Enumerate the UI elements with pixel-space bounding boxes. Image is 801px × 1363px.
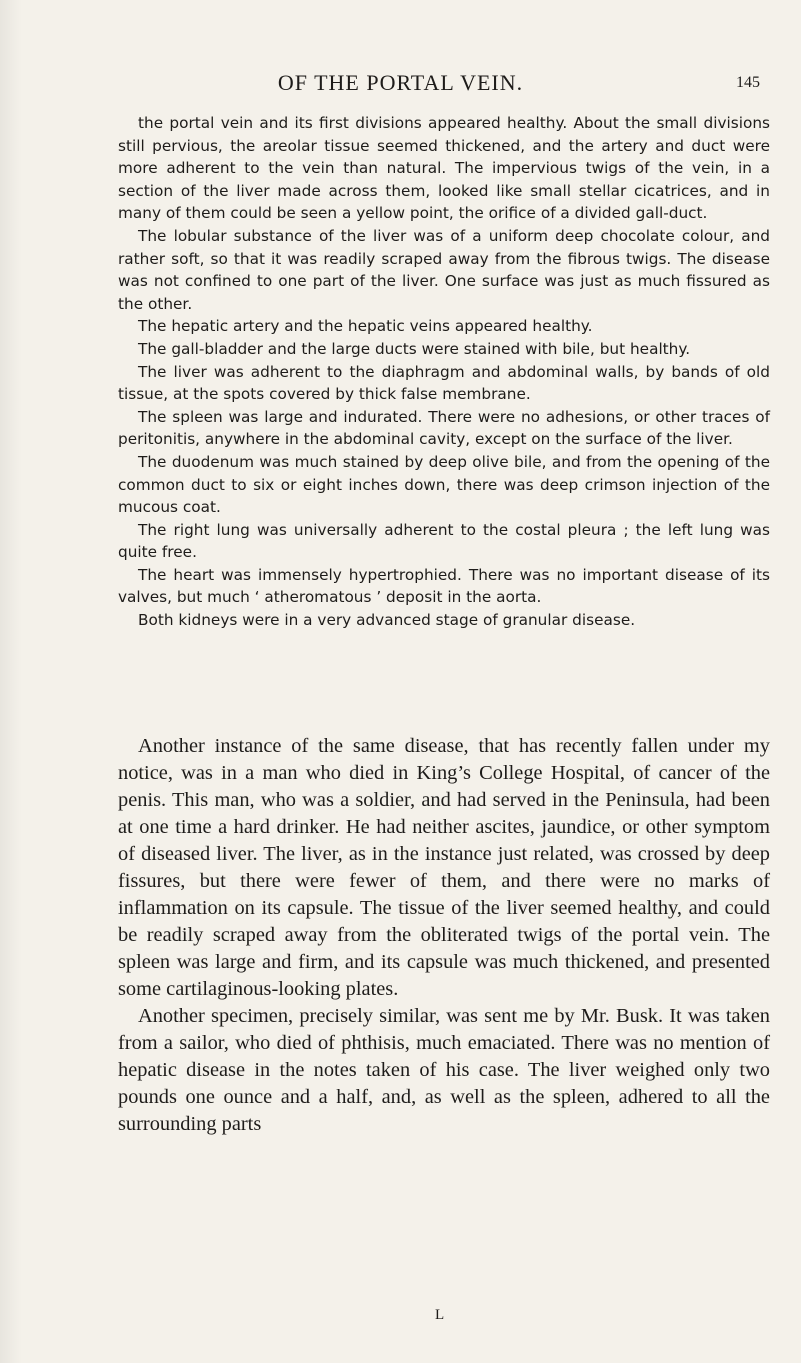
- paragraph: The lobular substance of the liver was of a uniform deep chocolate colour, and rather soft, so that it was readily scraped away from the fibrous twigs. The disease was not confined to one part of the liver. One surface was just as much fissured as the other.: [118, 226, 770, 313]
- case-notes-small-print: [118, 112, 770, 632]
- paragraph: The hepatic artery and the hepatic veins appeared healthy.: [138, 317, 593, 336]
- paragraph: The heart was immensely hypertrophied. There was no important disease of its valves, but much ‘ atheromatous ’ deposit in the aorta.: [118, 565, 770, 607]
- paragraph: The liver was adherent to the diaphragm and abdominal walls, by bands of old tissue, at the spots covered by thick false membrane.: [118, 362, 770, 404]
- paragraph: The duodenum was much stained by deep olive bile, and from the opening of the common duct to six or eight inches down, there was deep crimson injection of the mucous coat.: [118, 452, 770, 517]
- page-number: 145: [736, 74, 760, 91]
- paragraph: Another instance of the same disease, that has recently fallen under my notice, was in a man who died in King’s College Hospital, of cancer of the penis. This man, who was a soldier, and had served in the Peninsula, had been at one time a hard drinker. He had neither ascites, jaundice, or other symptom of diseased liver. The liver, as in the instance just related, was crossed by deep fissures, but there were fewer of them, and there were no marks of inflammation on its capsule. The tissue of the liver seemed healthy, and could be readily scraped away from the obliterated twigs of the portal vein. The spleen was large and firm, and its capsule was much thickened, and presented some cartilaginous-looking plates.: [118, 735, 770, 1000]
- paragraph: The right lung was universally adherent to the costal pleura ; the left lung was quite free.: [118, 520, 770, 562]
- paragraph: The gall-bladder and the large ducts were stained with bile, but healthy.: [138, 339, 691, 358]
- paragraph: the portal vein and its first divisions appeared healthy. About the small divisions still pervious, the areolar tissue seemed thickened, and the artery and duct were more adherent to the vein than natural. The impervious twigs of the vein, in a section of the liver made across them, looked like small stellar cicatrices, and in many of them could be seen a yellow point, the orifice of a divided gall-duct.: [118, 114, 770, 223]
- main-text: [118, 733, 770, 1138]
- paragraph: Another specimen, precisely similar, was sent me by Mr. Busk. It was taken from a sailor, who died of phthisis, much emaciated. There was no mention of hepatic disease in the notes taken of his case. The liver weighed only two pounds one ounce and a half, and, as well as the spleen, adhered to all the surrounding parts: [118, 1005, 770, 1135]
- signature-mark: L: [435, 1307, 445, 1323]
- page-title: OF THE PORTAL VEIN.: [277, 70, 524, 95]
- paragraph: The spleen was large and indurated. There were no adhesions, or other traces of peritonitis, anywhere in the abdominal cavity, except on the surface of the liver.: [118, 407, 770, 449]
- paragraph: Both kidneys were in a very advanced stage of granular disease.: [138, 611, 636, 630]
- running-head: [0, 70, 801, 96]
